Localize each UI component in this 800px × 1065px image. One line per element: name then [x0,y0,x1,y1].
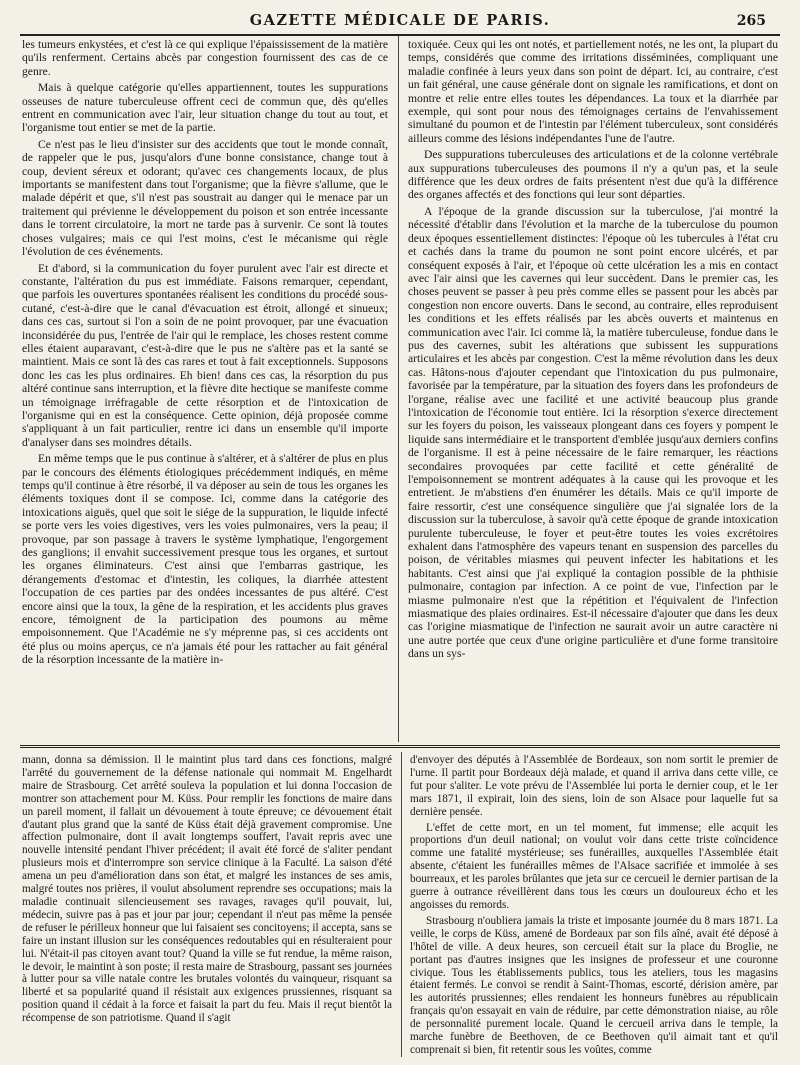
lower-right-column [410,754,778,1060]
paragraph: les tumeurs enkystées, et c'est là ce qui explique l'épaississement de la matière qu'ils renferment. Certains abcès par congestion fournissent des cas de ce genre. [22,38,388,78]
paragraph: mann, donna sa démission. Il le maintint plus tard dans ces fonctions, malgré l'arrêté du gouvernement de la défense nationale qui nommait M. Engelhardt maire de Strasbourg. Cet arrêté souleva la population et lui donna l'occasion de montrer son attachement pour M. Küss. Pour remplir les fonctions de maire dans un pareil moment, il fallait un dévouement à toute épreuve; ce dévouement était d'autant plus grand que la santé de Küss était déjà gravement compromise. Une affection pulmonaire, dont il avait longtemps souffert, l'avait repris avec une nouvelle intensité pendant l'hiver précédent; il avait été forcé de s'aliter pendant plusieurs mois et d'interrompre son service clinique à la Faculté. La saison d'été amena un peu d'amélioration dans son état, et malgré les instances de ses amis, malgré toutes nos prières, il voulut absolument reprendre ses occupations; mais la maladie continuait silencieusement ses ravages, ravages qu'il pouvait, lui, médecin, suivre pas à pas et jour par jour; cependant il n'eut pas même la pensée de refuser le périlleux honneur que lui faisaient ses concitoyens; il accepta, sans se faire un instant illusion sur les conséquences redoutables qui en résulteraient pour lui. N'était-il pas citoyen avant tout? Quand la ville se fut rendue, la même raison, le devoir, le maintint à son poste; il resta maire de Strasbourg, passant ses journées à lutter pour sa ville natale contre les brutales volontés du vainqueur, risquant sa liberté et sa popularité quand il résistait aux exigences prussiennes, risquant sa position quand il cédait à la force et faisait la part du feu. Mais il reçut bientôt la récompense de son patriotisme. Quand il s'agit [22,754,392,1025]
paragraph: Des suppurations tuberculeuses des articulations et de la colonne vertébrale aux suppurations tuberculeuses des poumons il n'y a qu'un pas, et la seule différence que les deux ordres de faits présentent n'est due qu'à la différence des organes affectés et des fonctions qui leur sont départies. [408,148,778,202]
paragraph: Et d'abord, si la communication du foyer purulent avec l'air est directe et constante, l'altération du pus est immédiate. Faisons remarquer, cependant, que parfois les ouvertures spontanées réalisent les conditions du procédé sous-cutané, c'est-à-dire que le canal d'évacuation est étroit, allongé et sinueux; dans ces cas, surtout si l'on a soin de ne point provoquer, par une évacuation inconsidérée du pus, l'entrée de l'air qui le remplace, les choses restent comme elles étaient auparavant, c'est-à-dire que le pus ne s'altère pas et la santé se maintient. Mais ce sont là des cas rares et tout à fait exceptionnels. Supposons donc les cas les plus ordinaires. Eh bien! dans ces cas, la résorption du pus altéré continue sans interruption, et la fièvre dite hectique se manifeste comme un témoignage irréfragable de cette résorption et de l'intoxication de l'organisme qui en est la conséquence. Cette opinion, déjà proposée comme s'appliquant à un fait particulier, rentre ici dans un ensemble qu'il importe d'analyser dans ses moindres détails. [22,261,388,449]
paragraph: Strasbourg n'oubliera jamais la triste et imposante journée du 8 mars 1871. La veille, le corps de Küss, amené de Bordeaux par son fils aîné, avait été déposé à l'hôtel de ville. A deux heures, son cercueil était sur la place du Broglie, ne portant pas d'autres insignes que les insignes de professeur et une couronne civique. Tous les établissements publics, tous les ateliers, tous les magasins étaient fermés. Le convoi se rendit à Saint-Thomas, escorté, dérision amère, par les autorités prussiennes; elles rendaient les honneurs funèbres au républicain français qu'on essayait en vain de réduire, par cette démonstration niaise, au rôle de personnalité purement locale. Quand le cercueil arriva dans le temple, la marche funèbre de Beethoven, de ce Beethoven qu'il aimait tant et qu'il comprenait si bien, fit retentir sous les voûtes, comme [410,914,778,1056]
paragraph: A l'époque de la grande discussion sur la tuberculose, j'ai montré la nécessité d'établir dans l'évolution et la marche de la tuberculose du poumon deux époques essentiellement distinctes: l'époque où les tubercules à l'état cru et cachés dans la trame du poumon ne sont point encore ulcérés, et par conséquent exposés à l'air, et l'époque où cette ulcération les a mis en contact avec l'air ainsi que les cavernes qui leur succèdent. Dans le premier cas, les choses peuvent se passer à peu près comme elles se passent pour les abcès par congestion non encore ouverts. Dans le second, au contraire, elles reproduisent les conditions et les effets réalisés par les abcès ouverts et maintenus en communication avec l'air. Ici comme là, la matière tuberculeuse, fondue dans le pus des cavernes, subit les altérations que subissent les suppurations articulaires et les abcès par congestion. C'est la même révolution dans les deux cas. Hâtons-nous d'ajouter cependant que l'intoxication du pus pulmonaire, favorisée par la température, par la situation des foyers dans les profondeurs de l'organe, réalise avec une facilité et une activité beaucoup plus grande l'intoxication de l'économie tout entière. Ici la résorption s'exerce directement sur les foyers du poison, les vaisseaux plongeant dans ces foyers y pompent le liquide sans intermédiaire et le transportent d'emblée jusqu'aux derniers confins de l'organisme. Il est à peine nécessaire de le faire remarquer, les réactions secondaires provoquées par cette facilité et cette généralité de l'empoisonnement se montrent adéquates à la cause qui les provoque et les entretient. Je m'abstiens d'en énumérer les détails. Mais ce qu'il importe de faire ressortir, c'est une conséquence singulière que j'ai signalée lors de la discussion sur la tuberculose, à savoir qu'à cette époque de grande intoxication purulente tuberculeuse, le foyer et peut-être toutes les voies excrétoires exhalent dans l'atmosphère des vapeurs tenant en suspension des parcelles du poison, de véritables miasmes qui peuvent infecter les habitations et les habitants. C'est ainsi que j'ai expliqué la contagion possible de la phthisie pulmonaire, contagion par infection. A ce point de vue, l'infection par le miasme pulmonaire n'est que la répétition et l'équivalent de l'infection miasmatique des plaies ordinaires. Est-il nécessaire d'ajouter que dans les deux cas l'origine miasmatique de l'infection ne saurait avoir un autre caractère ni une autre portée que ceux d'une origine particulière et d'une forme transitoire dans un sys- [408,204,778,661]
section-divider [20,745,780,748]
page-number: 265 [736,13,766,29]
paragraph: Ce n'est pas le lieu d'insister sur des accidents que tout le monde connaît, de rappeler que le pus, jusqu'alors d'une bonne consistance, change tout à coup, devient séreux et odorant; qu'avec ces changements locaux, de plus importants se manifestent dans tout l'organisme; que la fièvre s'allume, que le malade dépérit et que, s'il n'est pas soustrait au danger qui le menace par un traitement qui prévienne le développement du poison et son entrée incessante dans le torrent circulatoire, la mort ne tarde pas à survenir. Ce sont là toutes choses vulgaires; mais ce qui l'est moins, c'est le mécanisme qui règle l'évolution de ces événements. [22,137,388,259]
upper-right-column [408,38,778,744]
paragraph: Mais à quelque catégorie qu'elles appartiennent, toutes les suppurations osseuses de nature tuberculeuse offrent ceci de commun que, dès qu'elles entrent en communication avec l'air, leur situation change du tout au tout, et l'organisme tout entier se met de la partie. [22,81,388,135]
upper-left-column [22,38,388,744]
journal-title: GAZETTE MÉDICALE DE PARIS. [249,12,551,29]
paragraph: L'effet de cette mort, en un tel moment, fut immense; elle acquit les proportions d'un deuil national; on voulut voir dans cette triste coïncidence comme une fatalité mystérieuse; ses funérailles, auxquelles l'Assemblée était absente, c'étaient les funérailles mêmes de l'Alsace sacrifiée et immolée à ses bourreaux, et les paroles brûlantes que jeta sur ce cercueil le dernier partisan de la guerre à outrance réveillèrent dans tous les cœurs un douloureux écho et les angoisses du remords. [410,821,778,911]
page-header [20,12,780,34]
paragraph: toxiquée. Ceux qui les ont notés, et partiellement notés, ne les ont, la plupart du temps, considérés que comme des irritations disséminées, compliquant une maladie confinée à leurs yeux dans son point de départ. Ici, au contraire, c'est un fait général, une cause générale dont on signale les ramifications, et dont on montre et relie entre elles toutes les dépendances. La toux et la diarrhée par exemple, qui sont pour nous des témoignages certains de l'envahissement simultané du poumon et de l'intestin par l'élément tuberculeux, sont considérés ailleurs comme des lésions indépendantes l'une de l'autre. [408,38,778,145]
paragraph: En même temps que le pus continue à s'altérer, et à s'altérer de plus en plus par le concours des éléments étiologiques précédemment indiqués, en même temps qu'il continue à être résorbé, il va déposer au sein de tous les organes les éléments toxiques dont il se compose. Ici, comme dans la catégorie des intoxications aiguës, quel que soit le siége de la suppuration, le liquide infecté se porte vers les voies digestives, vers les voies pulmonaires, vers la peau; il provoque, par son passage à travers le système lymphatique, l'engorgement des ganglions; il envahit successivement presque tous les organes, et surtout les organes éliminateurs. C'est ainsi que l'embarras gastrique, les dérangements d'estomac et d'intestin, les coliques, la diarrhée attestent l'occupation de ces parties par des ondées incessantes de pus altéré. C'est encore ainsi que la toux, la gêne de la respiration, et les accidents plus graves encore, témoignent de la participation des poumons au même empoisonnement. Que l'Académie ne s'y méprenne pas, si ces accidents ont été plus ou moins aperçus, ce n'a jamais été pour les rattacher au fait général de la résorption incessante de la matière in- [22,452,388,667]
header-rule [20,34,780,36]
column-divider [398,36,399,742]
lower-left-column [22,754,392,1060]
paragraph: d'envoyer des députés à l'Assemblée de Bordeaux, son nom sortit le premier de l'urne. Il partit pour Bordeaux déjà malade, et quand il arriva dans cette ville, ce fut pour s'aliter. Le vote prévu de l'Assemblée lui porta le dernier coup, et le 1er mars 1871, il expirait, loin des siens, loin de son Alsace pour laquelle fut sa dernière pensée. [410,754,778,818]
column-divider [401,752,402,1057]
